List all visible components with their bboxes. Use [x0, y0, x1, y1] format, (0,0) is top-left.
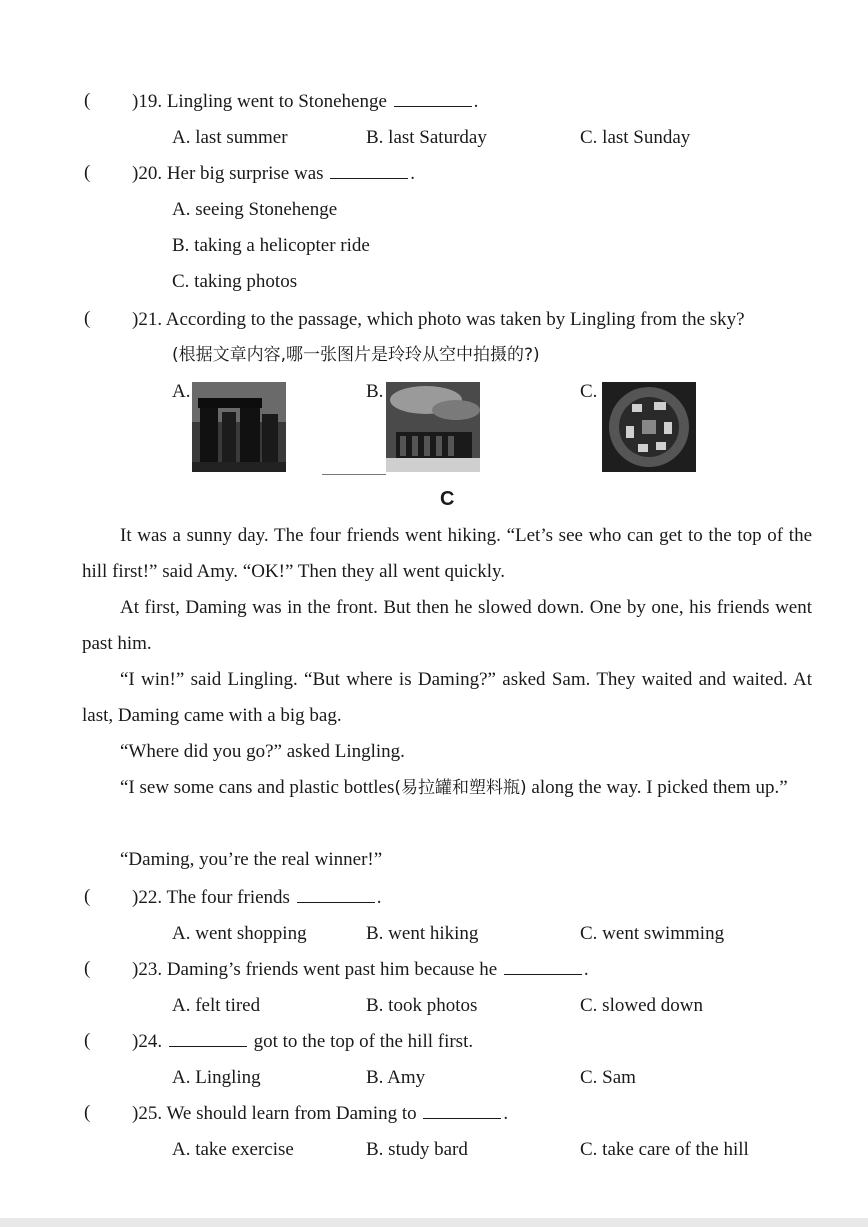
question-22-text: )22. The four friends [132, 887, 290, 908]
question-25 [132, 1102, 508, 1126]
question-22 [132, 886, 381, 910]
option-25-b[interactable]: B. study bard [366, 1139, 468, 1160]
photo-b-label: B. [366, 381, 384, 402]
question-19 [132, 90, 478, 114]
answer-paren-23[interactable]: ( [84, 958, 91, 979]
option-24-a[interactable]: A. Lingling [172, 1067, 261, 1088]
question-21-cn: (根据文章内容,哪一张图片是玲玲从空中拍摄的?) [172, 345, 540, 365]
question-23-end: . [583, 959, 589, 980]
option-25-a[interactable]: A. take exercise [172, 1139, 294, 1160]
option-22-b[interactable]: B. went hiking [366, 923, 479, 944]
option-20-c[interactable]: C. taking photos [172, 271, 298, 292]
blank-19 [394, 90, 472, 107]
passage-paragraph-5 [82, 770, 812, 806]
passage-paragraph-6: “Daming, you’re the real winner!” [120, 849, 383, 870]
option-19-a[interactable]: A. last summer [172, 127, 288, 148]
blank-22 [297, 886, 375, 903]
blank-23 [504, 958, 582, 975]
blank-20 [330, 162, 408, 179]
option-19-b[interactable]: B. last Saturday [366, 127, 487, 148]
option-20-a[interactable]: A. seeing Stonehenge [172, 199, 338, 220]
option-22-c[interactable]: C. went swimming [580, 923, 725, 944]
option-23-b[interactable]: B. took photos [366, 995, 478, 1016]
question-24 [132, 1030, 473, 1054]
passage-paragraph-5-part-2: along the way. I picked them up.” [531, 777, 788, 798]
question-19-end: . [473, 91, 479, 112]
question-19-text: )19. Lingling went to Stonehenge [132, 91, 387, 112]
option-23-c[interactable]: C. slowed down [580, 995, 703, 1016]
passage-paragraph-5-part-1: “I sew some cans and plastic bottles [120, 777, 395, 798]
answer-paren-19[interactable]: ( [84, 90, 91, 111]
option-20-b[interactable]: B. taking a helicopter ride [172, 235, 370, 256]
passage-paragraph-1: It was a sunny day. The four friends went hiking. “Let’s see who can get to the top of the hill first!” said Amy. “OK!” Then they all went quickly. [82, 525, 812, 582]
passage-paragraph-2: At first, Daming was in the front. But then he slowed down. One by one, his friends went past him. [82, 597, 812, 654]
option-23-a[interactable]: A. felt tired [172, 995, 261, 1016]
photo-c-stonehenge-aerial[interactable] [602, 382, 696, 472]
option-24-b[interactable]: B. Amy [366, 1067, 426, 1088]
blank-25 [423, 1102, 501, 1119]
option-24-c[interactable]: C. Sam [580, 1067, 636, 1088]
answer-paren-25[interactable]: ( [84, 1102, 91, 1123]
question-25-end: . [503, 1103, 509, 1124]
page-bottom-edge [0, 1218, 868, 1227]
blank-24 [169, 1030, 247, 1047]
photo-c-label: C. [580, 381, 598, 402]
photo-a-stonehenge-ground[interactable] [192, 382, 286, 472]
photo-divider [322, 474, 386, 475]
answer-paren-21[interactable]: ( [84, 308, 91, 329]
question-22-end: . [376, 887, 382, 908]
question-21-text: )21. According to the passage, which photo was taken by Lingling from the sky? [132, 309, 745, 330]
section-c-heading: C [440, 488, 455, 510]
option-25-c[interactable]: C. take care of the hill [580, 1139, 749, 1160]
answer-paren-20[interactable]: ( [84, 162, 91, 183]
question-23-text: )23. Daming’s friends went past him because he [132, 959, 498, 980]
question-25-text: )25. We should learn from Daming to [132, 1103, 417, 1124]
passage-paragraph-4: “Where did you go?” asked Lingling. [120, 741, 405, 762]
question-20-end: . [410, 163, 416, 184]
question-24-text: )24. [132, 1031, 163, 1052]
question-20-text: )20. Her big surprise was [132, 163, 324, 184]
passage-paragraph-5-cn: (易拉罐和塑料瓶) [394, 778, 527, 798]
question-24-after: got to the top of the hill first. [253, 1031, 474, 1052]
passage-paragraph-3: “I win!” said Lingling. “But where is Daming?” asked Sam. They waited and waited. At last, Daming came with a big bag. [82, 669, 812, 726]
answer-paren-24[interactable]: ( [84, 1030, 91, 1051]
option-19-c[interactable]: C. last Sunday [580, 127, 691, 148]
answer-paren-22[interactable]: ( [84, 886, 91, 907]
question-23 [132, 958, 589, 982]
option-22-a[interactable]: A. went shopping [172, 923, 307, 944]
photo-a-label: A. [172, 381, 191, 402]
photo-b-stonehenge-sky[interactable] [386, 382, 480, 472]
question-20 [132, 162, 415, 186]
